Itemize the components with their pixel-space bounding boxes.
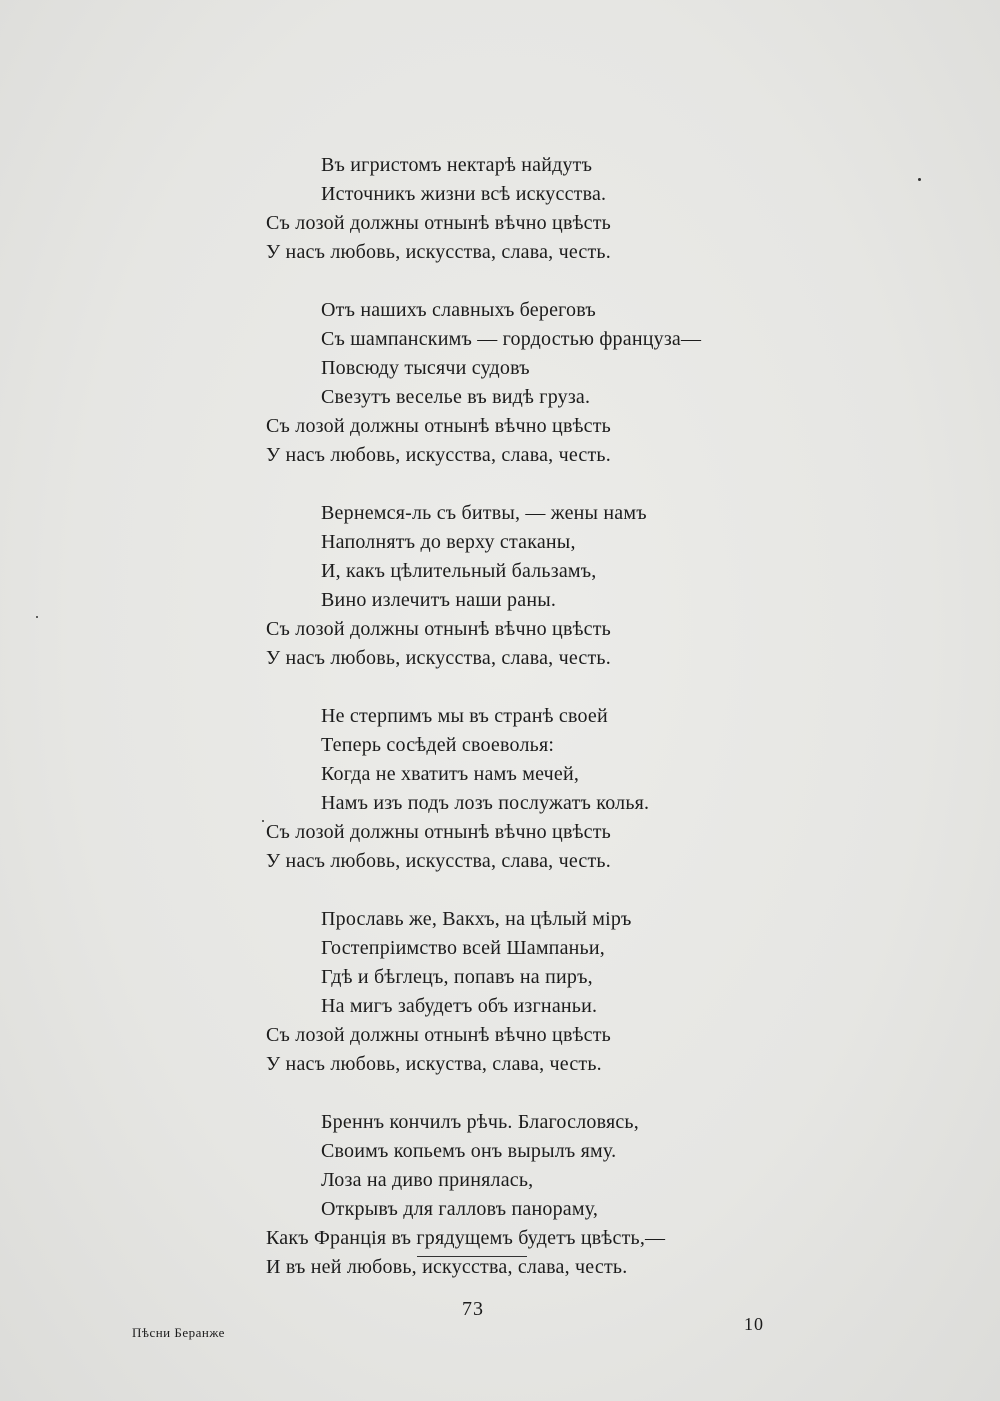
ink-speck (918, 178, 921, 181)
verse-line: Бреннъ кончилъ рѣчь. Благословясь, (321, 1111, 639, 1133)
final-line: И въ ней любовь, искусства, слава, честь. (266, 1256, 628, 1278)
verse-line: Прославь же, Вакхъ, на цѣлый міръ (321, 908, 632, 930)
verse-line: Вино излечитъ наши раны. (321, 589, 557, 611)
verse-line: Источникъ жизни всѣ искусства. (321, 183, 607, 205)
verse-line: Когда не хватитъ намъ мечей, (321, 763, 580, 785)
verse-line: Повсюду тысячи судовъ (321, 357, 530, 379)
stanza (266, 499, 826, 673)
running-title: Пѣсни Беранже (132, 1325, 225, 1340)
verse-line: Въ игристомъ нектарѣ найдутъ (321, 154, 593, 176)
verse-line: Отъ нашихъ славныхъ береговъ (321, 299, 596, 321)
verse-line: Наполнятъ до верху стаканы, (321, 531, 576, 553)
refrain-line: Съ лозой должны отнынѣ вѣчно цвѣсть (266, 821, 611, 843)
verse-line: И, какъ цѣлительный бальзамъ, (321, 560, 597, 582)
verse-line: Открывъ для галловъ панораму, (321, 1198, 599, 1220)
verse-line: Съ шампанскимъ — гордостью француза— (321, 328, 702, 350)
final-line: Какъ Францiя въ грядущемъ будетъ цвѣсть,— (266, 1227, 666, 1249)
signature-mark: 10 (744, 1314, 764, 1334)
stanza (266, 905, 826, 1079)
verse-line: Гдѣ и бѣглецъ, попавъ на пиръ, (321, 966, 593, 988)
refrain-line: У насъ любовь, искуства, слава, честь. (266, 1053, 602, 1075)
refrain-line: Съ лозой должны отнынѣ вѣчно цвѣсть (266, 415, 611, 437)
refrain-line: Съ лозой должны отнынѣ вѣчно цвѣсть (266, 618, 611, 640)
poem (266, 151, 826, 1311)
stanza (266, 1108, 826, 1282)
verse-line: Свезутъ веселье въ видѣ груза. (321, 386, 591, 408)
end-rule-divider (417, 1256, 527, 1257)
ink-speck (36, 616, 38, 618)
verse-line: Своимъ копьемъ онъ вырылъ яму. (321, 1140, 617, 1162)
verse-line: Гостепріимство всей Шампаньи, (321, 937, 605, 959)
stanza (266, 702, 826, 876)
verse-line: Вернемся-ль съ битвы, — жены намъ (321, 502, 647, 524)
verse-line: Лоза на диво принялась, (321, 1169, 534, 1191)
refrain-line: Съ лозой должны отнынѣ вѣчно цвѣсть (266, 1024, 611, 1046)
refrain-line: У насъ любовь, искусства, слава, честь. (266, 850, 611, 872)
verse-line: Теперь сосѣдей своеволья: (321, 734, 555, 756)
verse-line: Намъ изъ подъ лозъ послужатъ колья. (321, 792, 650, 814)
page-number: 73 (462, 1298, 484, 1320)
verse-line: На мигъ забудетъ объ изгнаньи. (321, 995, 598, 1017)
refrain-line: Съ лозой должны отнынѣ вѣчно цвѣсть (266, 212, 611, 234)
refrain-line: У насъ любовь, искусства, слава, честь. (266, 241, 611, 263)
stanza (266, 151, 826, 267)
ink-speck (262, 820, 264, 822)
verse-line: Не стерпимъ мы въ странѣ своей (321, 705, 608, 727)
refrain-line: У насъ любовь, искусства, слава, честь. (266, 647, 611, 669)
refrain-line: У насъ любовь, искусства, слава, честь. (266, 444, 611, 466)
stanza (266, 296, 826, 470)
